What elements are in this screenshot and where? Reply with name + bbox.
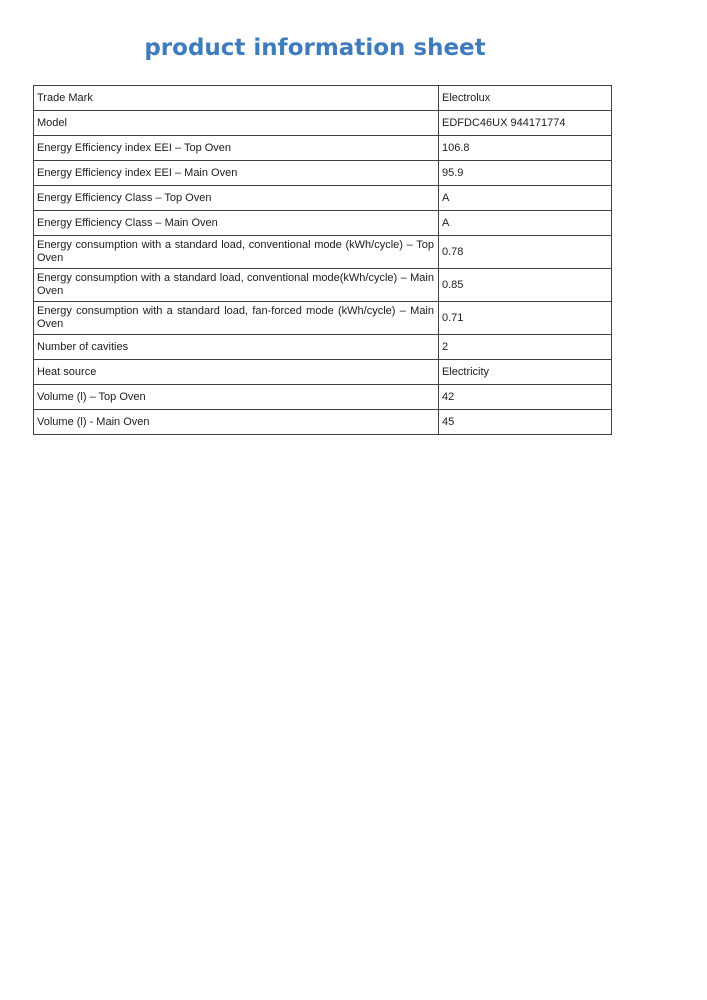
table-row <box>34 302 612 335</box>
spec-label-cell: Trade Mark <box>34 86 439 111</box>
spec-value-cell: 0.85 <box>439 269 612 302</box>
spec-value-cell: Electrolux <box>439 86 612 111</box>
spec-value-cell: A <box>439 186 612 211</box>
table-row <box>34 360 612 385</box>
page-title: product information sheet <box>144 35 486 61</box>
spec-label-cell: Energy consumption with a standard load, fan-forced mode (kWh/cycle) – Main Oven <box>34 302 439 335</box>
table-row <box>34 136 612 161</box>
table-row <box>34 161 612 186</box>
spec-label-cell: Energy Efficiency index EEI – Main Oven <box>34 161 439 186</box>
table-row <box>34 410 612 435</box>
spec-value-cell: 0.78 <box>439 236 612 269</box>
spec-label-cell: Energy consumption with a standard load, conventional mode(kWh/cycle) – Main Oven <box>34 269 439 302</box>
spec-value-cell: 106.8 <box>439 136 612 161</box>
spec-value-cell: EDFDC46UX 944171774 <box>439 111 612 136</box>
spec-label-cell: Number of cavities <box>34 335 439 360</box>
table-row <box>34 236 612 269</box>
spec-value-cell: 42 <box>439 385 612 410</box>
table-row <box>34 335 612 360</box>
table-row <box>34 111 612 136</box>
spec-value-cell: 45 <box>439 410 612 435</box>
spec-label-cell: Volume (l) - Main Oven <box>34 410 439 435</box>
spec-label-cell: Energy Efficiency Class – Main Oven <box>34 211 439 236</box>
spec-label-cell: Heat source <box>34 360 439 385</box>
table-row <box>34 86 612 111</box>
product-spec-table <box>33 85 612 435</box>
spec-label-cell: Energy Efficiency Class – Top Oven <box>34 186 439 211</box>
spec-label-cell: Model <box>34 111 439 136</box>
spec-value-cell: 95.9 <box>439 161 612 186</box>
spec-label-cell: Volume (l) – Top Oven <box>34 385 439 410</box>
spec-label-cell: Energy Efficiency index EEI – Top Oven <box>34 136 439 161</box>
spec-label-cell: Energy consumption with a standard load, conventional mode (kWh/cycle) – Top Oven <box>34 236 439 269</box>
spec-value-cell: 2 <box>439 335 612 360</box>
table-row <box>34 269 612 302</box>
spec-table-body <box>34 86 612 435</box>
spec-value-cell: A <box>439 211 612 236</box>
table-row <box>34 186 612 211</box>
table-row <box>34 385 612 410</box>
table-row <box>34 211 612 236</box>
page-content <box>33 0 597 435</box>
spec-value-cell: Electricity <box>439 360 612 385</box>
spec-value-cell: 0.71 <box>439 302 612 335</box>
